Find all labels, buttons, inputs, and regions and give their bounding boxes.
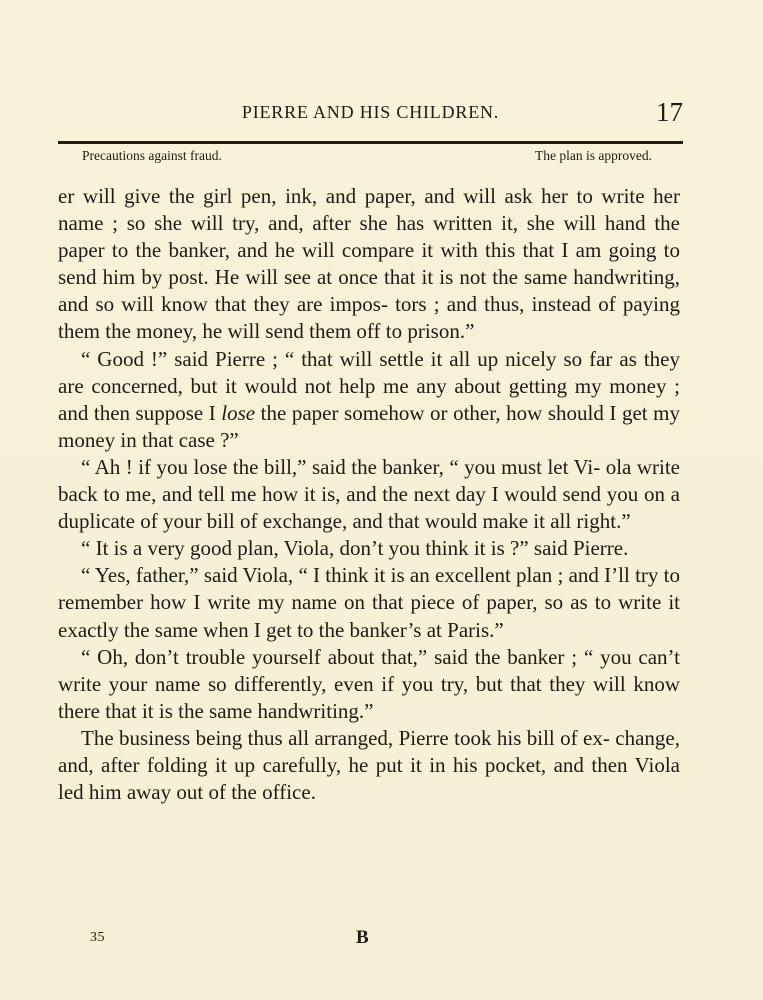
paragraph-5 <box>58 562 680 643</box>
page-footer <box>90 925 390 955</box>
paragraph-2 <box>58 346 680 454</box>
side-notes <box>82 149 652 169</box>
paragraph-4 <box>58 535 680 562</box>
paragraph-7-text: The business being thus all arranged, Pierre took his bill of ex- change, and, after folding it up carefully, he put it in his pocket, and then Viola led him away out of the office. <box>58 725 680 805</box>
paragraph-1-text: er will give the girl pen, ink, and paper, and will ask her to write her name ; so she will try, and, after she has written it, she will hand the paper to the banker, and he will compare it with this that I am going to send him by post. He will see at once that it is not the same handwriting, and so will know that they are impos- tors ; and thus, instead of paying them the money, he will send them off to prison.” <box>58 184 680 344</box>
side-note-left: Precautions against fraud. <box>82 148 222 163</box>
paragraph-2-text-end: the paper somehow or other, how should I get my money in that case ?” <box>58 400 680 452</box>
paragraph-1 <box>58 183 680 346</box>
page-number: 17 <box>656 97 683 127</box>
paragraph-6 <box>58 644 680 725</box>
paragraph-5-text: “ Yes, father,” said Viola, “ I think it is an excellent plan ; and I’ll try to remember how I write my name on that piece of paper, so as to write it exactly the same when I get to the banker’s at Paris.” <box>58 563 680 642</box>
signature-number: 35 <box>90 930 105 945</box>
paragraph-3-text: “ Ah ! if you lose the bill,” said the banker, “ you must let Vi- ola write back to me, and tell me how it is, and the next day I would send you on a duplicate of your bill of exchange, and that would make it all right.” <box>58 454 680 534</box>
signature-letter: B <box>356 927 369 948</box>
paragraph-2-emphasis: lose <box>221 400 256 425</box>
running-title: PIERRE AND HIS CHILDREN. <box>241 102 500 122</box>
paragraph-2-text-start: “ Good !” said Pierre ; “ that will settle it all up nicely so far as they are concerned, but it would not help me any about getting my money ; and then suppose I <box>58 346 680 425</box>
paragraph-6-text: “ Oh, don’t trouble yourself about that,” said the banker ; “ you can’t write your name so differently, even if you try, but that they will know there that it is the same handwriting.” <box>58 644 680 723</box>
paragraph-4-text: “ It is a very good plan, Viola, don’t you think it is ?” said Pierre. <box>81 536 629 561</box>
running-head <box>58 97 683 131</box>
side-note-right: The plan is approved. <box>535 148 652 163</box>
paragraph-7 <box>58 725 680 806</box>
header-rule <box>58 141 683 144</box>
paragraph-3 <box>58 454 680 535</box>
body-text <box>58 183 680 806</box>
